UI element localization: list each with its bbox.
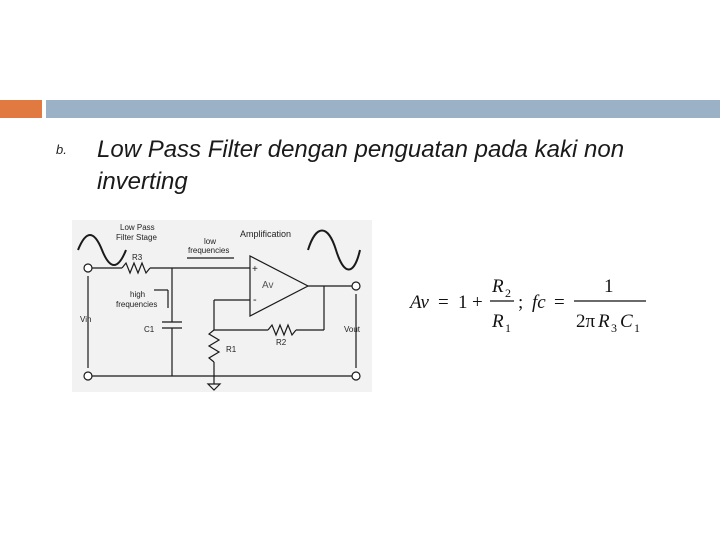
slide-title: Low Pass Filter dengan penguatan pada kaki non inverting (97, 136, 625, 195)
low-freq-label-1: low (204, 237, 217, 246)
high-freq-label-2: frequencies (116, 300, 158, 309)
high-freq-label-1: high (130, 290, 146, 299)
formula-c1-sub: 1 (634, 321, 640, 335)
gain-cutoff-formula (408, 268, 658, 340)
plus-input-label: + (252, 264, 258, 275)
header-bar (46, 100, 720, 118)
header-accent-bar (0, 100, 42, 118)
bullet-marker: b. (56, 142, 67, 157)
formula-separator: ; (518, 292, 524, 313)
formula-r2-sub: 2 (505, 286, 511, 300)
circuit-wires (84, 256, 360, 390)
low-freq-label-2: frequencies (188, 246, 230, 255)
formula-c1: C (620, 311, 633, 332)
formula-plus: + (472, 292, 483, 313)
stage-label-line2: Filter Stage (116, 233, 157, 242)
formula-two-pi: 2π (576, 311, 596, 332)
formula-r3-sub: 3 (611, 321, 617, 335)
av-label: Av (262, 280, 274, 291)
formula-one: 1 (458, 292, 468, 313)
r1-label: R1 (226, 345, 237, 354)
formula-fc: fc (532, 292, 546, 313)
formula-r1-sub: 1 (505, 321, 511, 335)
formula-equals-2: = (554, 292, 565, 313)
formula-numerator: 1 (604, 276, 614, 297)
formula-equals-1: = (438, 292, 449, 313)
r2-label: R2 (276, 338, 287, 347)
vin-label: Vin (80, 315, 92, 324)
stage-label-line1: Low Pass (120, 223, 155, 232)
minus-input-label: - (253, 294, 257, 306)
formula-av: Av (410, 292, 429, 313)
vout-label: Vout (344, 325, 361, 334)
formula-r3: R (598, 311, 610, 332)
amplification-label: Amplification (240, 229, 292, 239)
formula-r1: R (492, 311, 504, 332)
r3-label: R3 (132, 253, 143, 262)
circuit-diagram (72, 220, 372, 392)
output-wave (308, 231, 360, 270)
c1-label: C1 (144, 325, 155, 334)
formula-r2: R (492, 276, 504, 297)
